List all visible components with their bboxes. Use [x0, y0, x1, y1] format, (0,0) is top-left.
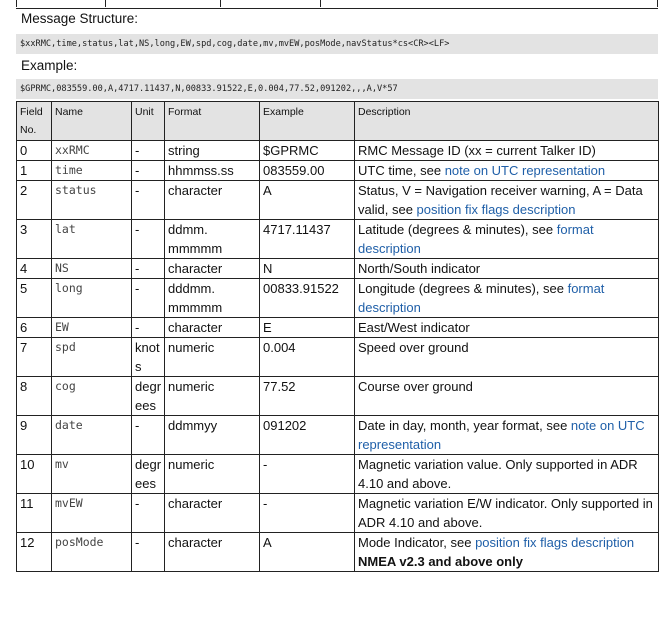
field-example-cell: 083559.00 — [260, 161, 355, 181]
description-link[interactable]: format description — [358, 222, 594, 256]
header-description: Description — [355, 102, 659, 141]
description-text: Longitude (degrees & minutes), see — [358, 281, 568, 296]
field-no-cell: 9 — [17, 416, 52, 455]
field-format-cell: string — [165, 141, 260, 161]
field-unit-cell: - — [132, 533, 165, 572]
header-name: Name — [52, 102, 132, 141]
field-name-cell: NS — [52, 259, 132, 279]
description-text: Magnetic variation value. Only supported in ADR 4.10 and above. — [358, 457, 638, 491]
field-name-cell: cog — [52, 377, 132, 416]
field-format-cell: numeric — [165, 377, 260, 416]
description-link[interactable]: note on UTC representation — [358, 418, 645, 452]
field-unit-cell: - — [132, 259, 165, 279]
field-description-cell — [355, 141, 659, 161]
field-name-cell: long — [52, 279, 132, 318]
field-description-cell — [355, 377, 659, 416]
field-name-cell: spd — [52, 338, 132, 377]
field-format-cell: ddmmyy — [165, 416, 260, 455]
field-unit-cell: degrees — [132, 377, 165, 416]
header-unit: Unit — [132, 102, 165, 141]
field-no-cell: 2 — [17, 181, 52, 220]
field-name-cell: time — [52, 161, 132, 181]
field-description-cell — [355, 416, 659, 455]
description-text: Status, V = Navigation receiver warning, A = Data valid, see — [358, 183, 643, 217]
description-text: RMC Message ID (xx = current Talker ID) — [358, 143, 596, 158]
field-unit-cell: - — [132, 318, 165, 338]
field-no-cell: 3 — [17, 220, 52, 259]
field-no-cell: 6 — [17, 318, 52, 338]
description-link[interactable]: format description — [358, 281, 605, 315]
field-unit-cell: - — [132, 494, 165, 533]
description-text: East/West indicator — [358, 320, 470, 335]
field-example-cell: 091202 — [260, 416, 355, 455]
table-row — [17, 141, 659, 161]
message-structure-heading: Message Structure: — [21, 11, 139, 26]
field-name-cell: status — [52, 181, 132, 220]
description-link[interactable]: position fix flags description — [475, 535, 635, 550]
field-format-cell: character — [165, 494, 260, 533]
field-no-cell: 0 — [17, 141, 52, 161]
example-heading: Example: — [21, 58, 78, 73]
field-unit-cell: - — [132, 220, 165, 259]
rmc-fields-table — [16, 101, 659, 572]
table-row — [17, 416, 659, 455]
field-example-cell: E — [260, 318, 355, 338]
table-row — [17, 455, 659, 494]
field-name-cell: xxRMC — [52, 141, 132, 161]
table-row — [17, 318, 659, 338]
message-structure-code: $xxRMC,time,status,lat,NS,long,EW,spd,cog,date,mv,mvEW,posMode,navStatus*cs<CR><LF> — [16, 34, 658, 54]
field-no-cell: 5 — [17, 279, 52, 318]
description-link[interactable]: position fix flags description — [416, 202, 576, 217]
field-unit-cell: knots — [132, 338, 165, 377]
field-format-cell: ddmm. mmmmm — [165, 220, 260, 259]
field-unit-cell: - — [132, 141, 165, 161]
table-row — [17, 338, 659, 377]
field-unit-cell: - — [132, 181, 165, 220]
field-no-cell: 1 — [17, 161, 52, 181]
description-text: North/South indicator — [358, 261, 481, 276]
field-name-cell: mv — [52, 455, 132, 494]
field-example-cell: A — [260, 533, 355, 572]
description-text: Magnetic variation E/W indicator. Only supported in ADR 4.10 and above. — [358, 496, 653, 530]
field-format-cell: dddmm. mmmmm — [165, 279, 260, 318]
field-description-cell — [355, 220, 659, 259]
table-row — [17, 259, 659, 279]
field-unit-cell: - — [132, 416, 165, 455]
field-description-cell — [355, 533, 659, 572]
field-example-cell: $GPRMC — [260, 141, 355, 161]
field-example-cell: - — [260, 455, 355, 494]
field-format-cell: numeric — [165, 455, 260, 494]
field-no-cell: 8 — [17, 377, 52, 416]
field-no-cell: 4 — [17, 259, 52, 279]
field-unit-cell: - — [132, 161, 165, 181]
field-example-cell: - — [260, 494, 355, 533]
field-format-cell: character — [165, 181, 260, 220]
table-row — [17, 161, 659, 181]
table-header-row — [17, 102, 659, 141]
description-text: Speed over ground — [358, 340, 469, 355]
header-example: Example — [260, 102, 355, 141]
field-name-cell: mvEW — [52, 494, 132, 533]
description-text: Date in day, month, year format, see — [358, 418, 571, 433]
description-text: Mode Indicator, see — [358, 535, 476, 550]
table-row — [17, 533, 659, 572]
table-row — [17, 220, 659, 259]
description-note: NMEA v2.3 and above only — [358, 554, 523, 569]
table-row — [17, 181, 659, 220]
field-unit-cell: - — [132, 279, 165, 318]
field-format-cell: character — [165, 318, 260, 338]
field-description-cell — [355, 318, 659, 338]
field-format-cell: character — [165, 533, 260, 572]
field-no-cell: 10 — [17, 455, 52, 494]
description-text: UTC time, see — [358, 163, 445, 178]
field-no-cell: 11 — [17, 494, 52, 533]
field-example-cell: N — [260, 259, 355, 279]
example-code: $GPRMC,083559.00,A,4717.11437,N,00833.91522,E,0.004,77.52,091202,,,A,V*57 — [16, 79, 658, 99]
field-format-cell: hhmmss.ss — [165, 161, 260, 181]
description-link[interactable]: note on UTC representation — [444, 163, 606, 178]
field-description-cell — [355, 279, 659, 318]
header-format: Format — [165, 102, 260, 141]
previous-table-edge — [16, 0, 658, 9]
table-row — [17, 279, 659, 318]
field-description-cell — [355, 181, 659, 220]
field-format-cell: numeric — [165, 338, 260, 377]
field-description-cell — [355, 338, 659, 377]
field-description-cell — [355, 455, 659, 494]
table-row — [17, 377, 659, 416]
field-no-cell: 12 — [17, 533, 52, 572]
description-text: Course over ground — [358, 379, 473, 394]
field-name-cell: EW — [52, 318, 132, 338]
table-row — [17, 494, 659, 533]
field-example-cell: A — [260, 181, 355, 220]
field-format-cell: character — [165, 259, 260, 279]
description-text: Latitude (degrees & minutes), see — [358, 222, 557, 237]
field-unit-cell: degrees — [132, 455, 165, 494]
field-name-cell: date — [52, 416, 132, 455]
field-name-cell: posMode — [52, 533, 132, 572]
header-field-no: Field No. — [17, 102, 52, 141]
field-example-cell: 00833.91522 — [260, 279, 355, 318]
field-example-cell: 77.52 — [260, 377, 355, 416]
field-description-cell — [355, 259, 659, 279]
field-name-cell: lat — [52, 220, 132, 259]
field-example-cell: 4717.11437 — [260, 220, 355, 259]
field-description-cell — [355, 494, 659, 533]
field-example-cell: 0.004 — [260, 338, 355, 377]
field-no-cell: 7 — [17, 338, 52, 377]
field-description-cell — [355, 161, 659, 181]
